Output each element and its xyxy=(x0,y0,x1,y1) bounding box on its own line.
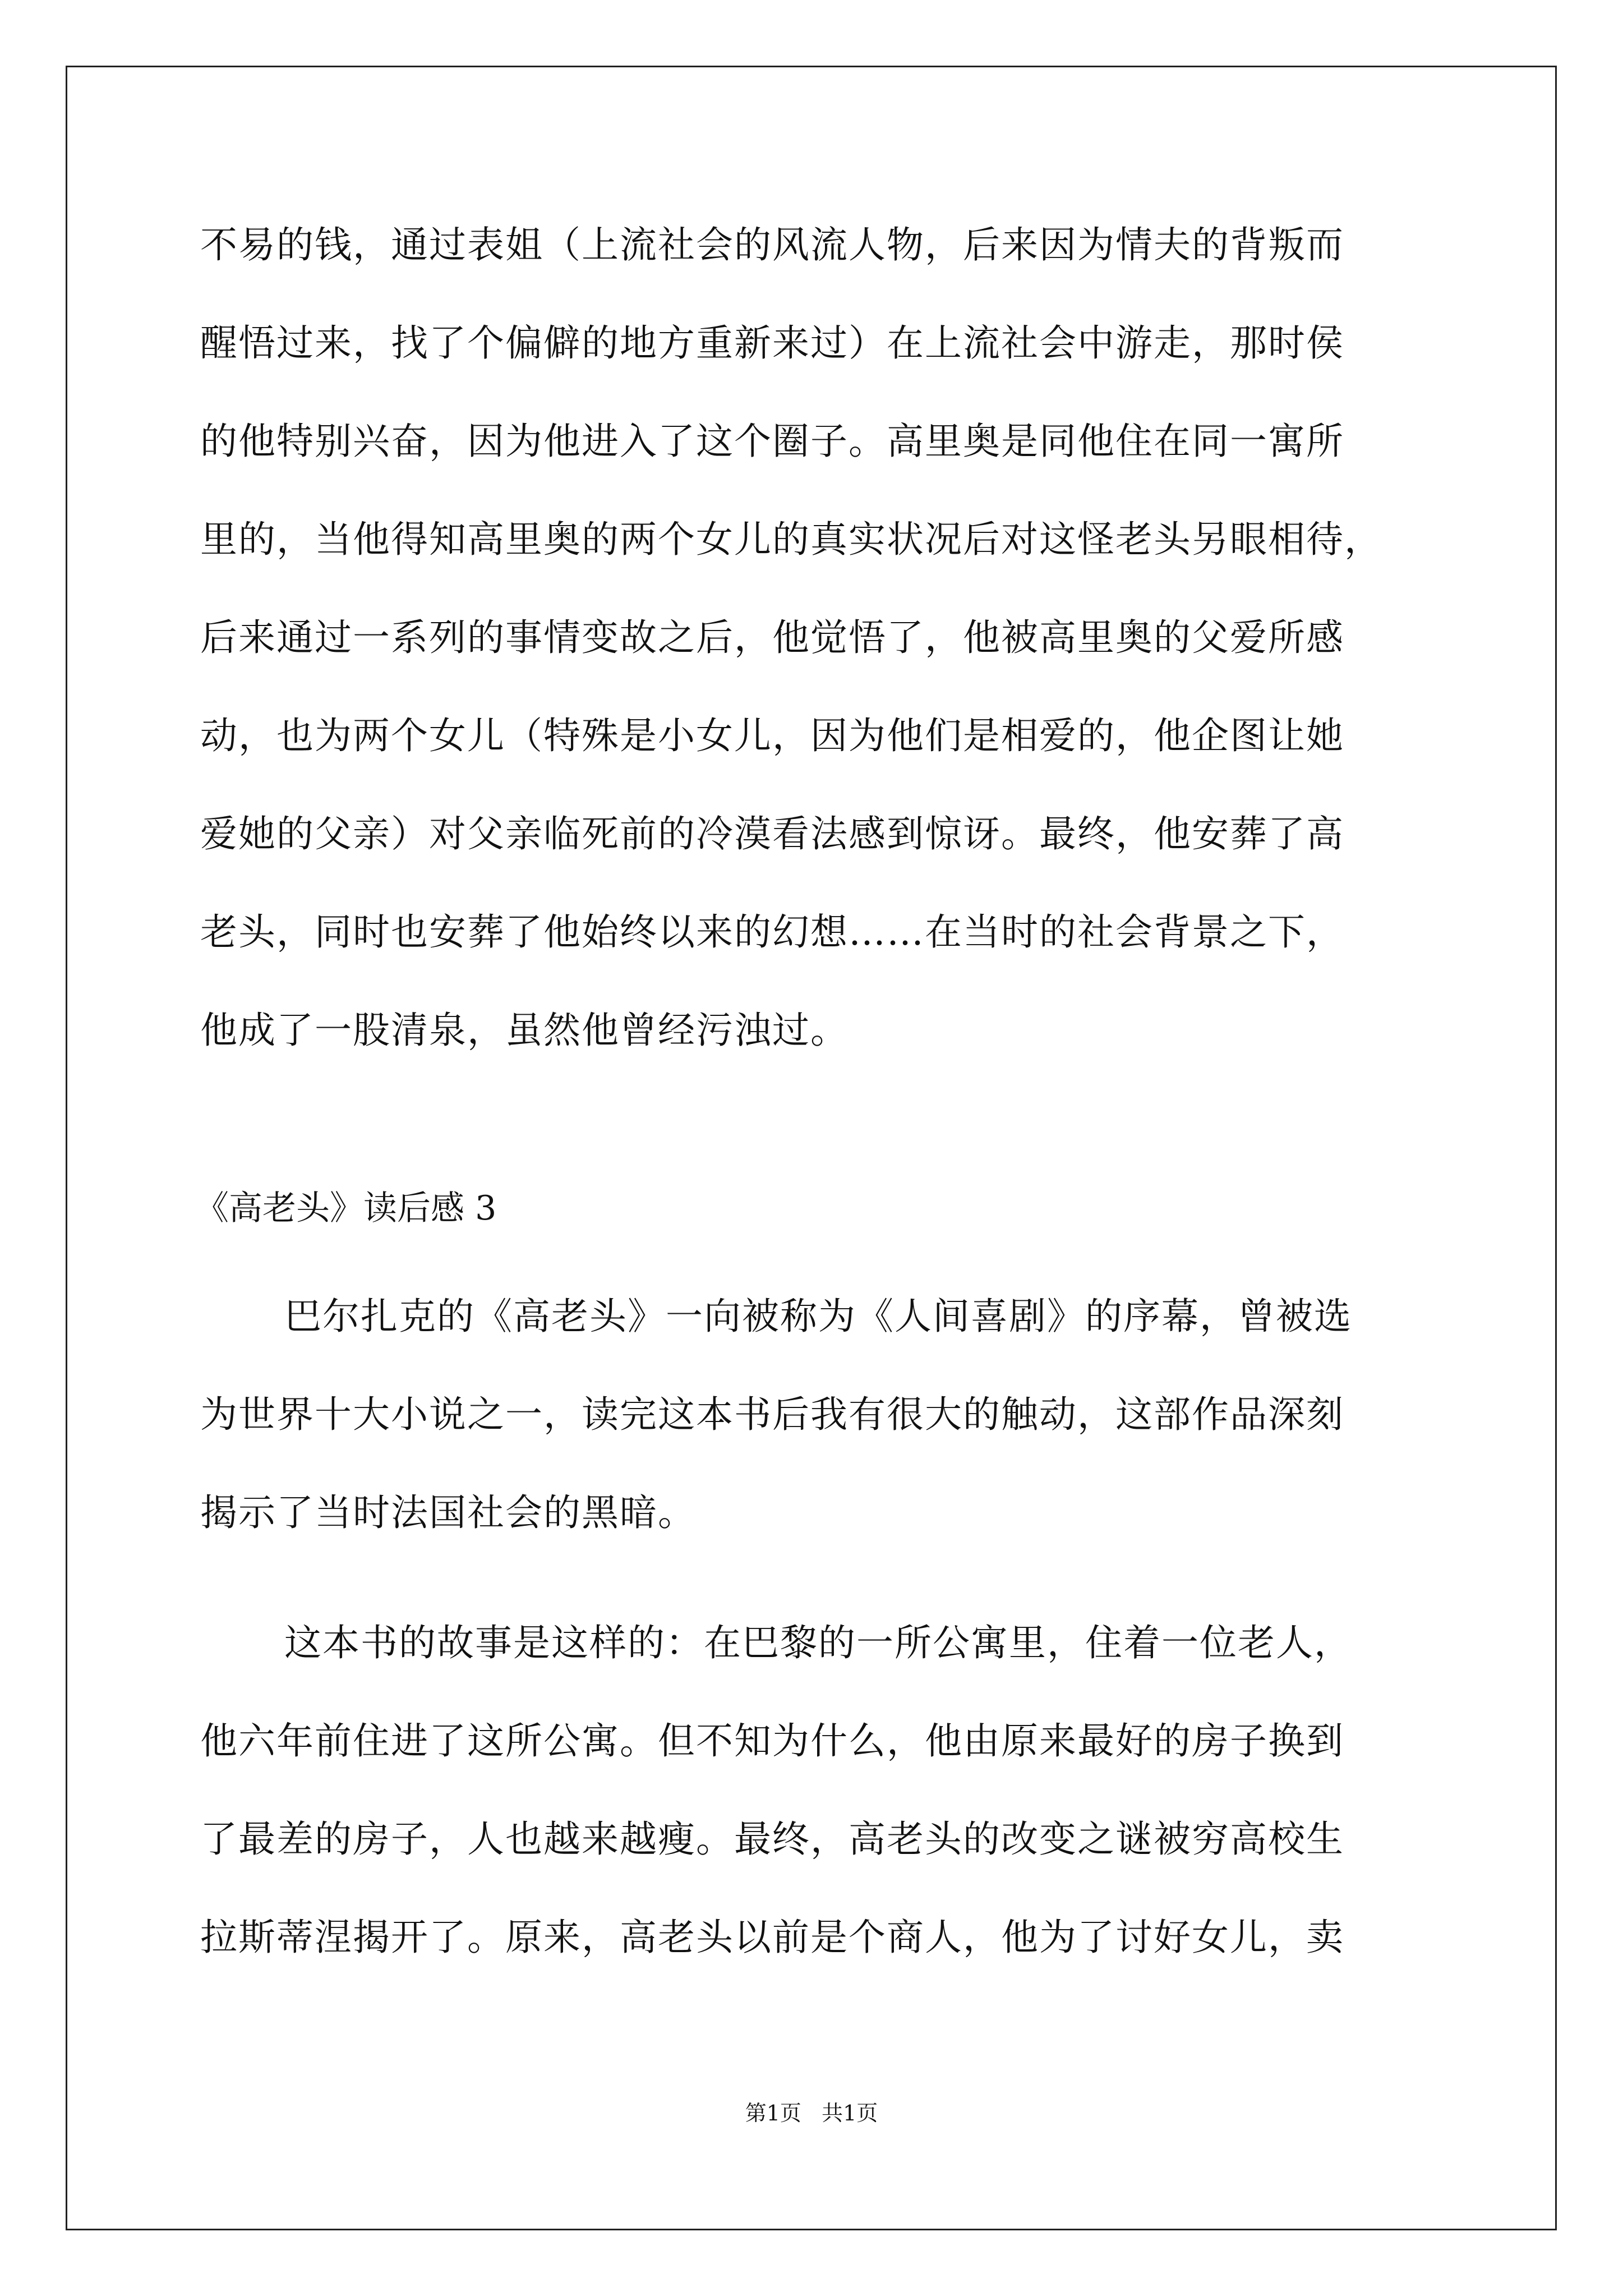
paragraph-line: 他六年前住进了这所公寓。但不知为什么，他由原来最好的房子换到 xyxy=(200,1719,1344,1763)
paragraph-line: 爱她的父亲）对父亲临死前的冷漠看法感到惊讶。最终，他安葬了高 xyxy=(200,812,1344,855)
paragraph-line: 为世界十大小说之一，读完这本书后我有很大的触动，这部作品深刻 xyxy=(200,1393,1344,1436)
paragraph-line: 的他特别兴奋，因为他进入了这个圈子。高里奥是同他住在同一寓所 xyxy=(200,420,1344,463)
page-number-footer: 第1页 共1页 xyxy=(745,2101,878,2125)
paragraph-line: 拉斯蒂涅揭开了。原来，高老头以前是个商人，他为了讨好女儿，卖 xyxy=(200,1916,1344,1959)
paragraph-line: 这本书的故事是这样的：在巴黎的一所公寓里，住着一位老人， xyxy=(284,1621,1352,1664)
paragraph-line: 巴尔扎克的《高老头》一向被称为《人间喜剧》的序幕，曾被选 xyxy=(284,1295,1352,1338)
paragraph-line: 老头，同时也安葬了他始终以来的幻想……在当时的社会背景之下， xyxy=(200,910,1344,954)
paragraph-line: 里的，当他得知高里奥的两个女儿的真实状况后对这怪老头另眼相待， xyxy=(200,518,1382,561)
paragraph-line: 后来通过一系列的事情变故之后，他觉悟了，他被高里奥的父爱所感 xyxy=(200,616,1344,659)
paragraph-line: 动，也为两个女儿（特殊是小女儿，因为他们是相爱的，他企图让她 xyxy=(200,714,1344,757)
page-border xyxy=(66,66,1557,2230)
paragraph-line: 揭示了当时法国社会的黑暗。 xyxy=(200,1491,696,1534)
section-heading: 《高老头》读后感 3 xyxy=(195,1189,497,1228)
paragraph-line: 他成了一股清泉，虽然他曾经污浊过。 xyxy=(200,1009,849,1052)
paragraph-line: 醒悟过来，找了个偏僻的地方重新来过）在上流社会中游走，那时侯 xyxy=(200,321,1344,365)
paragraph-line: 了最差的房子，人也越来越瘦。最终，高老头的改变之谜被穷高校生 xyxy=(200,1818,1344,1861)
paragraph-line: 不易的钱，通过表姐（上流社会的风流人物，后来因为情夫的背叛而 xyxy=(200,223,1344,266)
